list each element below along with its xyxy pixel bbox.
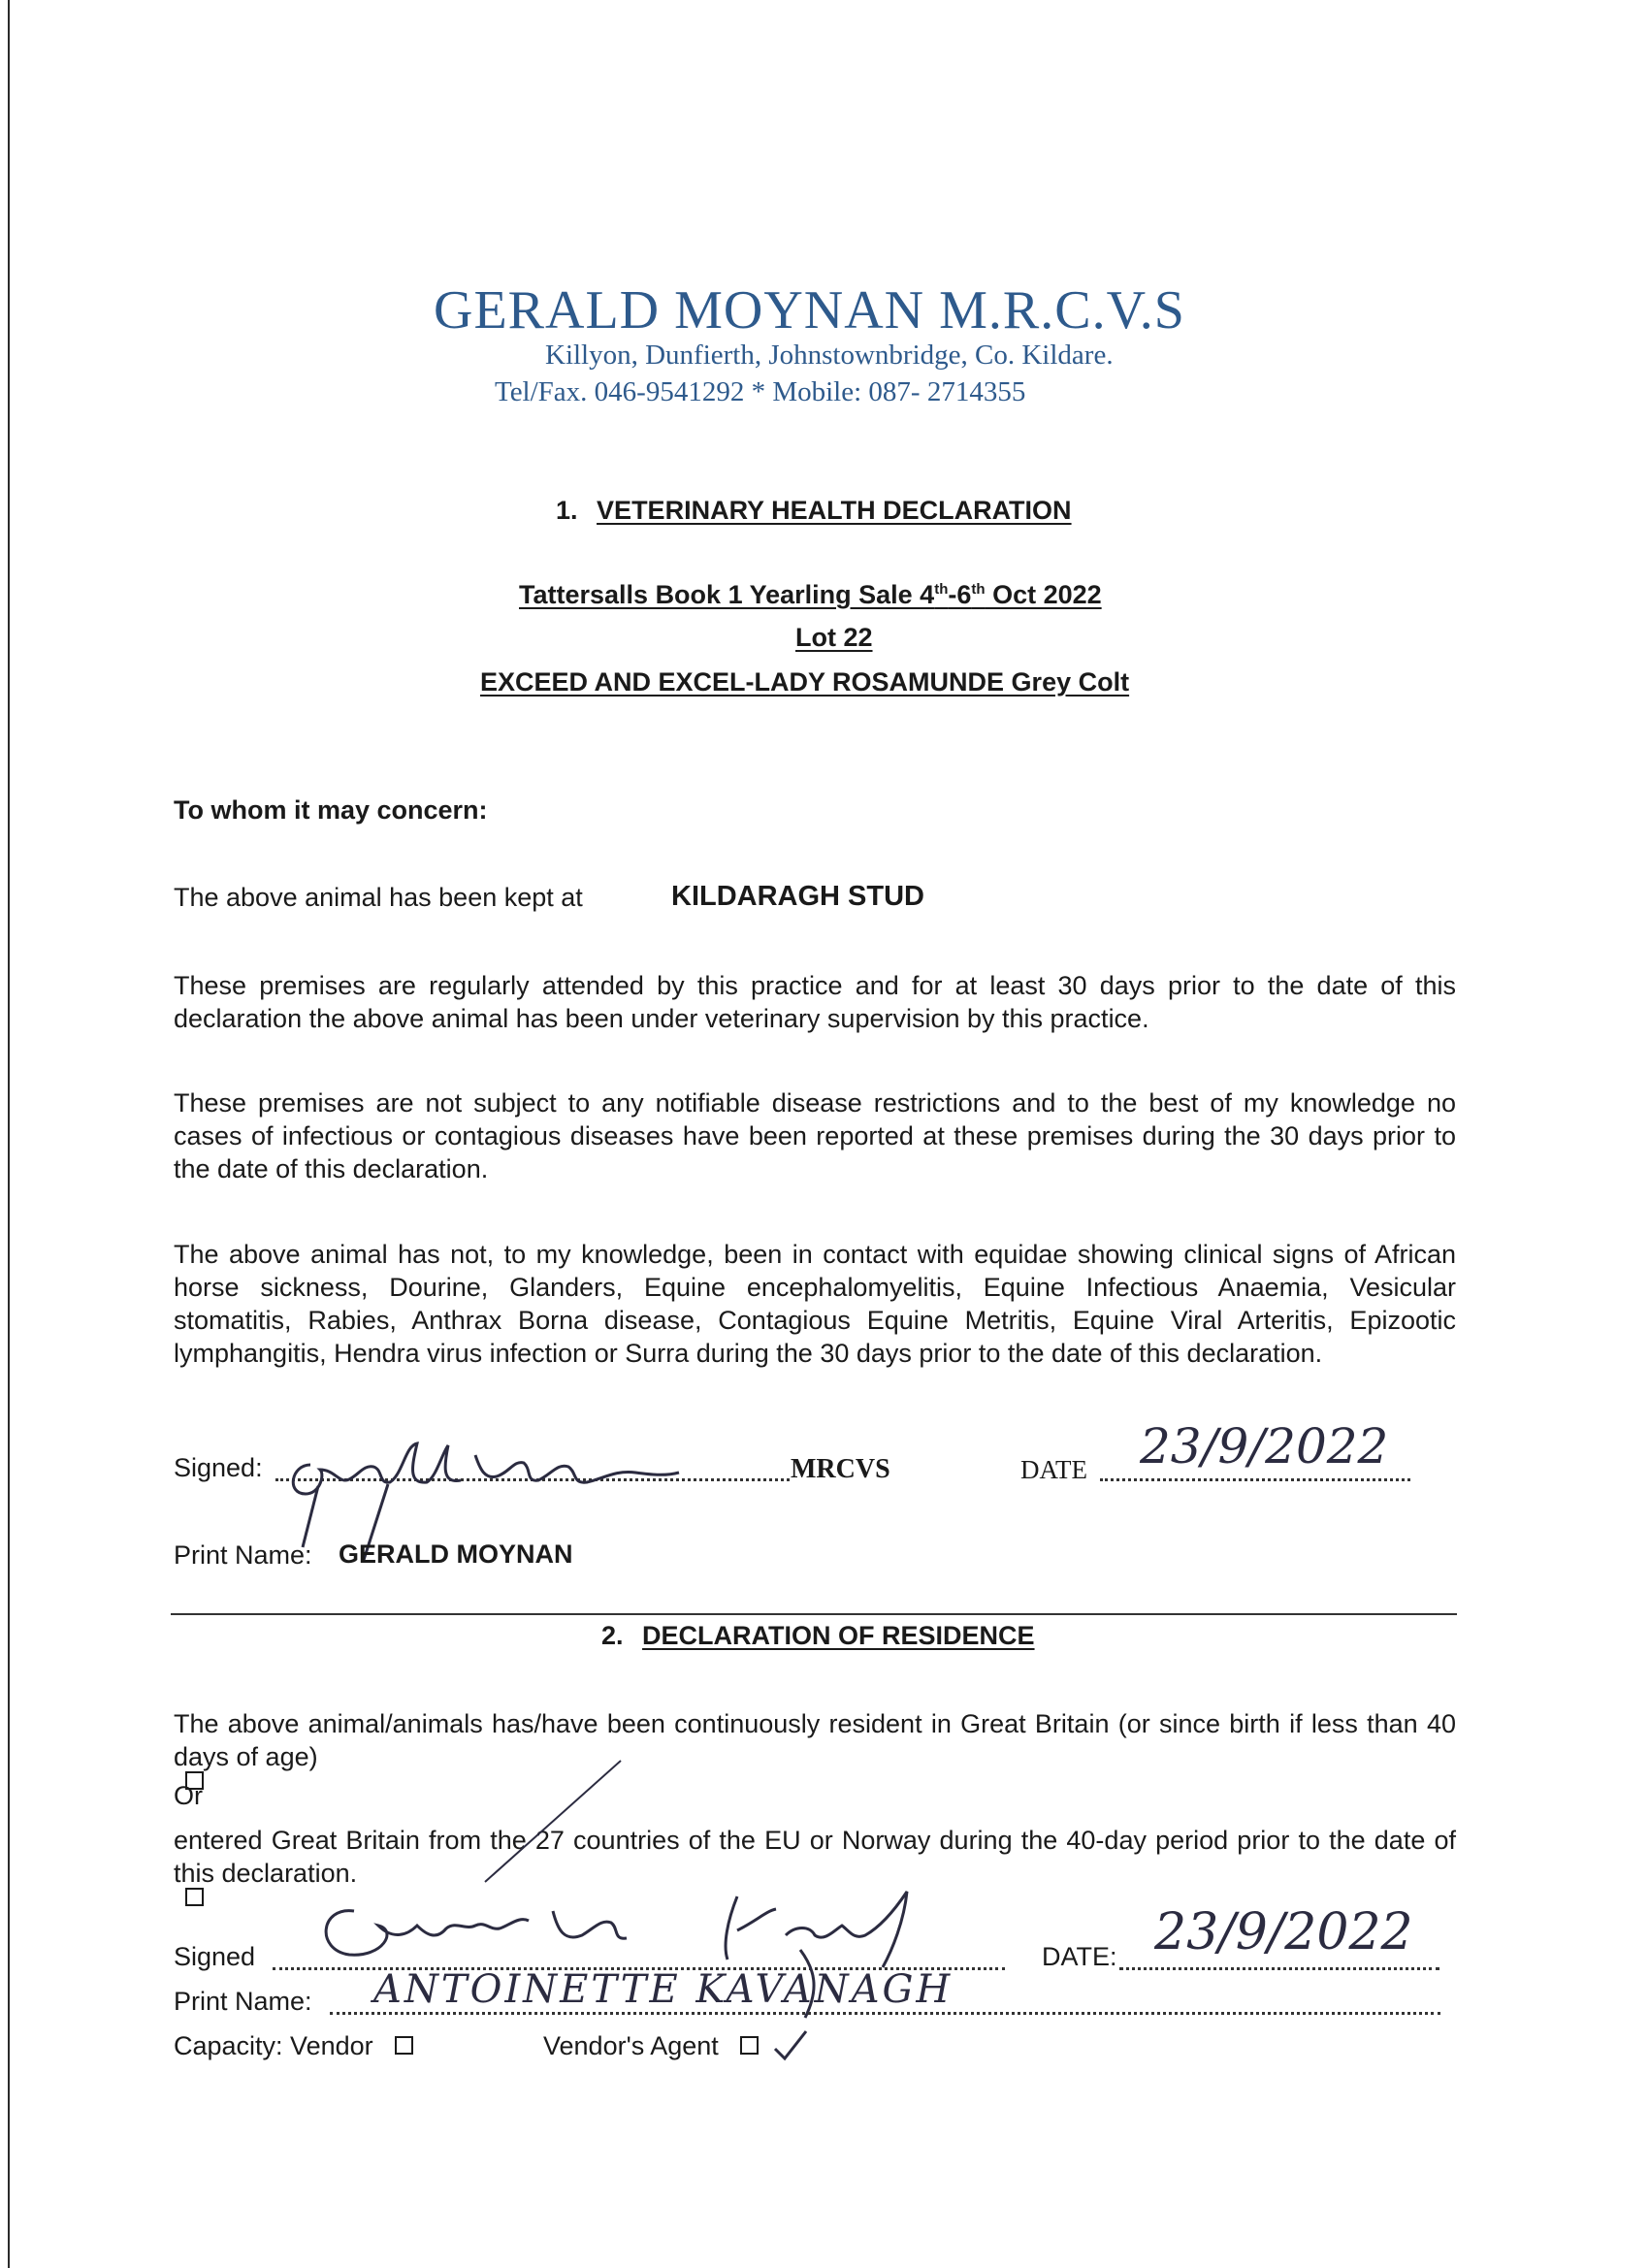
- scan-edge: [8, 0, 10, 2268]
- agent-checkbox-tick: [771, 2027, 810, 2066]
- vet-date-label: DATE: [1020, 1455, 1087, 1484]
- section1-number: 1.: [556, 496, 578, 525]
- section1-title: VETERINARY HEALTH DECLARATION: [597, 496, 1072, 525]
- agent-print-label: Print Name:: [174, 1987, 312, 2016]
- section1-heading: [556, 496, 1072, 526]
- section2-heading: [601, 1621, 1035, 1651]
- letterhead-name: GERALD MOYNAN M.R.C.V.S: [434, 280, 1185, 340]
- capacity-agent-label: Vendor's Agent: [543, 2031, 759, 2061]
- vet-print-value: GERALD MOYNAN: [339, 1539, 573, 1569]
- para-attended: These premises are regularly attended by this practice and for at least 30 days prior to the date of this declaration the above animal has been under veterinary supervision by this practice.: [174, 971, 1456, 1033]
- agent-date-label: DATE:: [1042, 1942, 1117, 1971]
- kept-label: The above animal has been kept at: [174, 883, 583, 912]
- para-restrictions: These premises are not subject to any notifiable disease restrictions and to the best of my knowledge no cases of infectious or contagious diseases have been reported at these premises during the 30 days prior to the date of this declaration.: [174, 1088, 1456, 1183]
- section-divider: [171, 1613, 1457, 1615]
- agent-date-handwritten: 23/9/2022: [1154, 1903, 1413, 1961]
- option2-checkbox[interactable]: [185, 1888, 204, 1906]
- residence-option2: entered Great Britain from the 27 countries of the EU or Norway during the 40-day period prior to the date of this declaration.: [174, 1824, 1456, 1908]
- vet-mrcvs: MRCVS: [791, 1454, 890, 1484]
- agent-print-handwritten: ANTOINETTE KAVANAGH: [373, 1967, 954, 2012]
- vet-date-handwritten: 23/9/2022: [1140, 1418, 1389, 1474]
- section2-number: 2.: [601, 1621, 624, 1650]
- letterhead-contact: Tel/Fax. 046-9541292 * Mobile: 087- 2714355: [495, 376, 1026, 407]
- lot-number: Lot 22: [795, 623, 873, 652]
- horse-name: EXCEED AND EXCEL-LADY ROSAMUNDE Grey Colt: [480, 667, 1130, 697]
- salutation: To whom it may concern:: [174, 795, 488, 825]
- agent-signed-label: Signed: [174, 1942, 256, 1971]
- vet-print-label: Print Name:: [174, 1540, 312, 1570]
- sale-title: Tattersalls Book 1 Yearling Sale 4th-6th Oct 2022: [519, 580, 1102, 609]
- vet-signature-text: [291, 1436, 298, 1437]
- or-label: Or: [174, 1781, 203, 1810]
- capacity-vendor-label: Capacity: Vendor: [174, 2031, 413, 2061]
- para-contact: The above animal has not, to my knowledge, been in contact with equidae showing clinical signs of African horse sickness, Dourine, Glanders, Equine encephalomyelitis, Equine Infectious Anaemia, Vesicular stomatitis, Rabies, Anthrax Borna disease, Contagious Equine Metritis, Equine Viral Arteritis, Epizootic lymphangitis, Hendra virus infection or Surra during the 30 days prior to the date of this declaration.: [174, 1240, 1456, 1368]
- agent-checkbox[interactable]: [740, 2036, 759, 2055]
- letterhead-address: Killyon, Dunfierth, Johnstownbridge, Co. Kildare.: [545, 340, 1114, 371]
- option2-tick-mark: [475, 1756, 630, 1892]
- residence-option1: The above animal/animals has/have been continuously resident in Great Britain (or since birth if less than 40 days of age): [174, 1707, 1456, 1792]
- section2-title: DECLARATION OF RESIDENCE: [642, 1621, 1035, 1650]
- vet-signed-label: Signed:: [174, 1453, 263, 1482]
- kept-value: KILDARAGH STUD: [671, 881, 924, 912]
- vendor-checkbox[interactable]: [395, 2036, 413, 2055]
- agent-signature-text: [320, 1892, 329, 1893]
